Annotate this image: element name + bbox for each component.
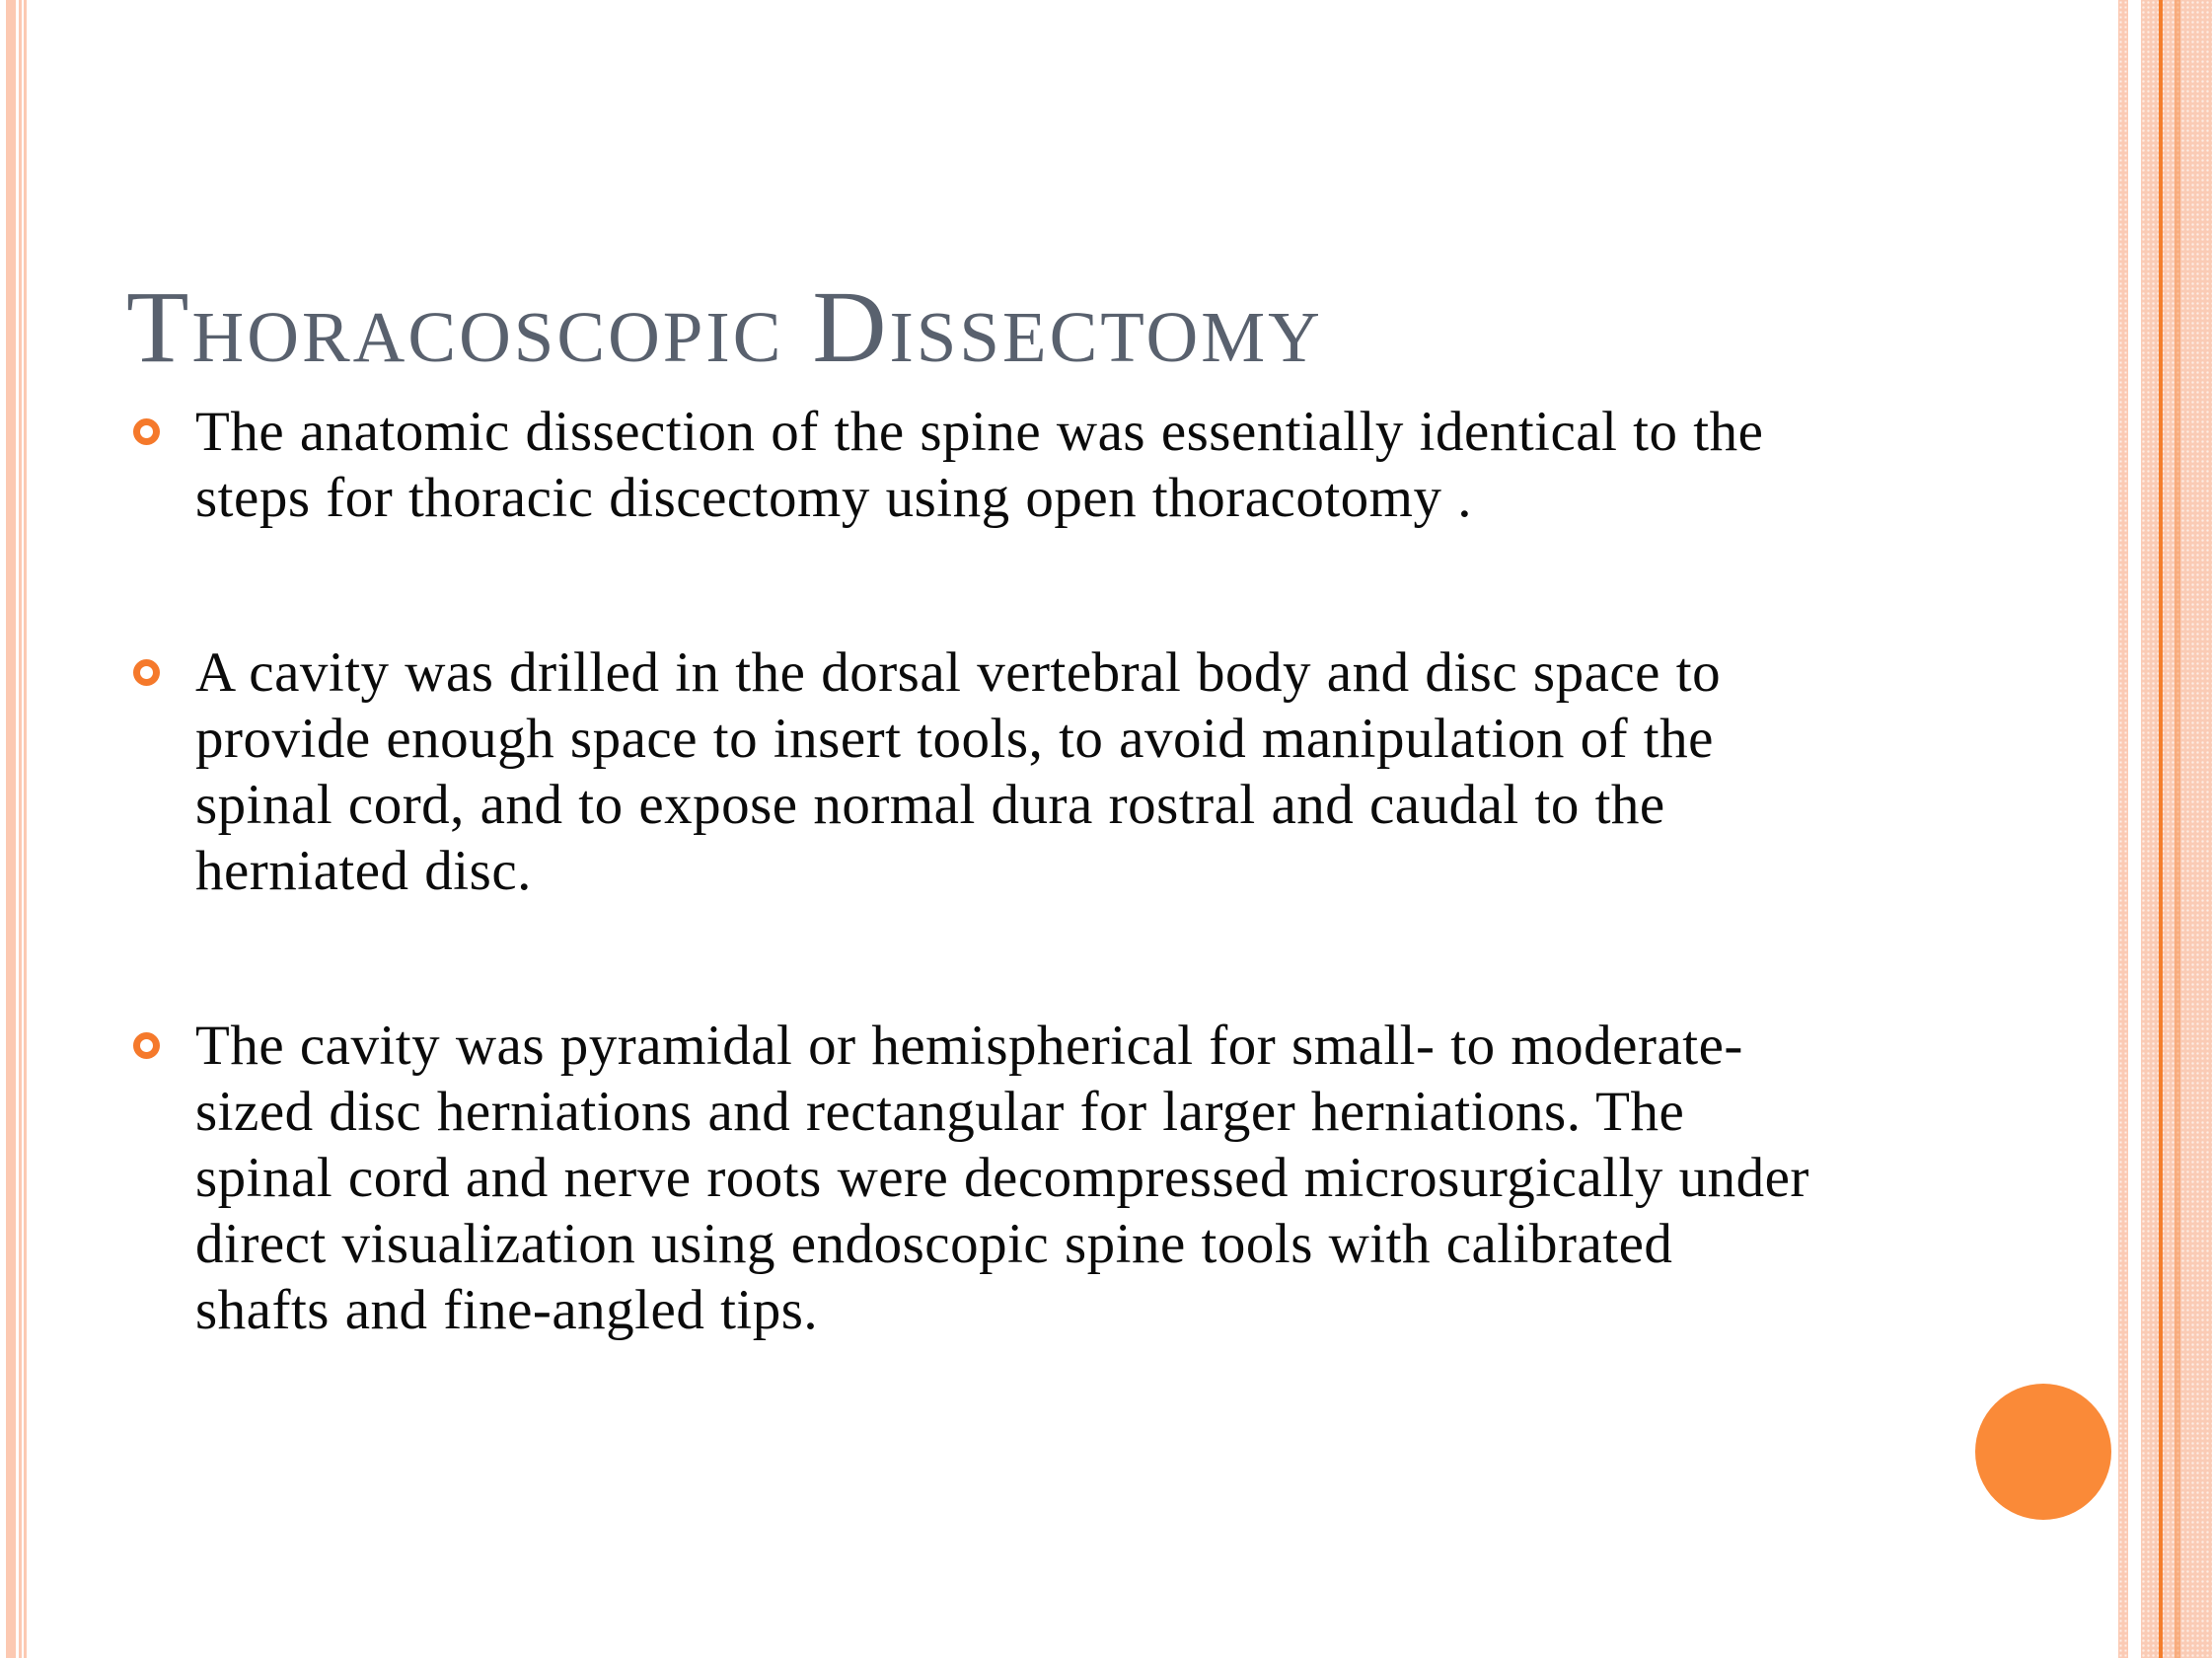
right-border-band (2141, 0, 2212, 1658)
left-border-thin-line-2 (24, 0, 27, 1658)
bullet-item (133, 399, 1815, 531)
ring-bullet-icon (133, 1032, 160, 1059)
ring-bullet-icon (133, 659, 160, 686)
right-border-thin-stripe (2118, 0, 2128, 1658)
bullet-item (133, 1013, 1815, 1343)
ring-bullet-icon (133, 418, 160, 445)
left-border-thin-line-1 (19, 0, 22, 1658)
bullet-item (133, 640, 1815, 904)
right-border-medium-line (2175, 0, 2180, 1658)
bullet-list (133, 399, 1815, 1343)
slide-title: Thoracoscopic Dissectomy (126, 269, 1323, 384)
bullet-text: The anatomic dissection of the spine was essentially identical to the steps for thoracic discectomy using open thoracotomy . (195, 401, 1764, 529)
accent-circle (1975, 1384, 2111, 1520)
left-border-bar (6, 0, 16, 1658)
bullet-text: A cavity was drilled in the dorsal vertebral body and disc space to provide enough space to insert tools, to avoid manipulation of the spinal cord, and to expose normal dura rostral and caudal to the herniated disc. (195, 641, 1722, 902)
right-border-dark-line (2159, 0, 2163, 1658)
bullet-text: The cavity was pyramidal or hemispherical for small- to moderate-sized disc herniations and rectangular for larger herniations. The spinal cord and nerve roots were decompressed microsurgically under direct visualization using endoscopic spine tools with calibrated shafts and fine-angled tips. (195, 1015, 1809, 1341)
